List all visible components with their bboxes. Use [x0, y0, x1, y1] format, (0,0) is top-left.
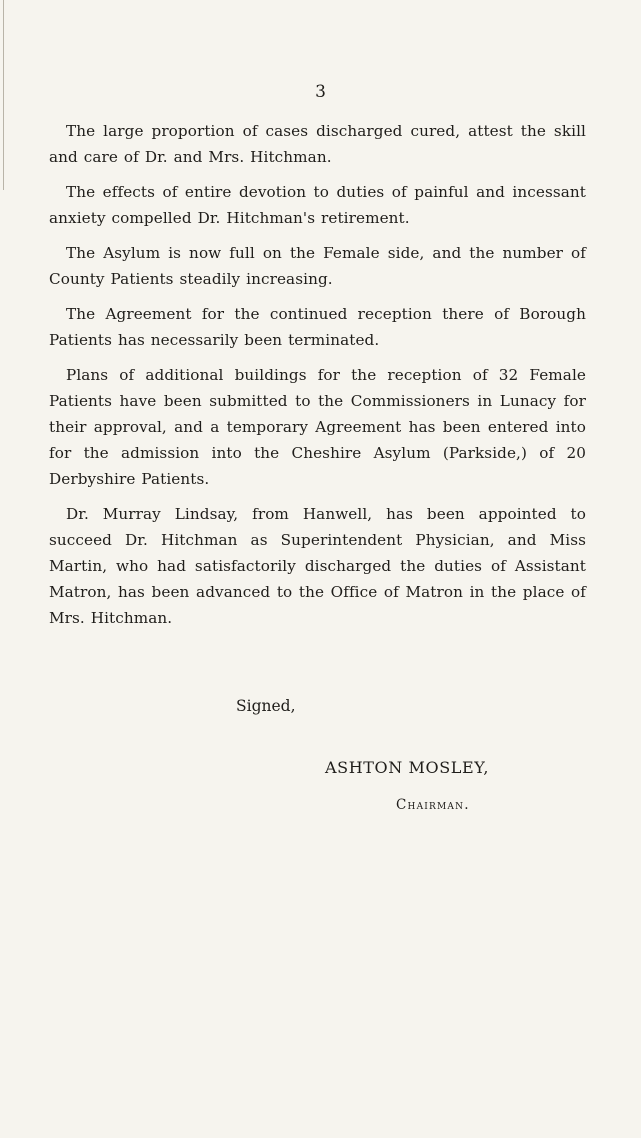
signatory-name: ASHTON MOSLEY, [325, 758, 490, 777]
paragraph-discharged-cured: The large proportion of cases discharged cured, attest the skill and care of Dr. and Mrs. Hitchman. [49, 122, 586, 166]
paragraph-asylum-full: The Asylum is now full on the Female side, and the number of County Patients steadily increasing. [49, 244, 586, 288]
paragraph-appointments: Dr. Murray Lindsay, from Hanwell, has been appointed to succeed Dr. Hitchman as Superintendent Physician, and Miss Martin, who had satisfactorily discharged the duties of Assistant Matron, has been advanced to the Office of Matron in the place of Mrs. Hitchman. [49, 505, 586, 627]
body-text [49, 118, 586, 640]
paragraph-retirement: The effects of entire devotion to duties of painful and incessant anxiety compelled Dr. Hitchman's retirement. [49, 183, 586, 227]
signed-label: Signed, [236, 697, 296, 715]
paragraph-additional-buildings: Plans of additional buildings for the reception of 32 Female Patients have been submitted to the Commissioners in Lunacy for their approval, and a temporary Agreement has been entered into for the admission into the Cheshire Asylum (Parkside,) of 20 Derbyshire Patients. [49, 366, 586, 488]
signatory-title: Chairman. [396, 797, 470, 813]
page-number: 3 [315, 82, 326, 102]
paragraph-agreement-terminated: The Agreement for the continued reception there of Borough Patients has necessarily been terminated. [49, 305, 586, 349]
